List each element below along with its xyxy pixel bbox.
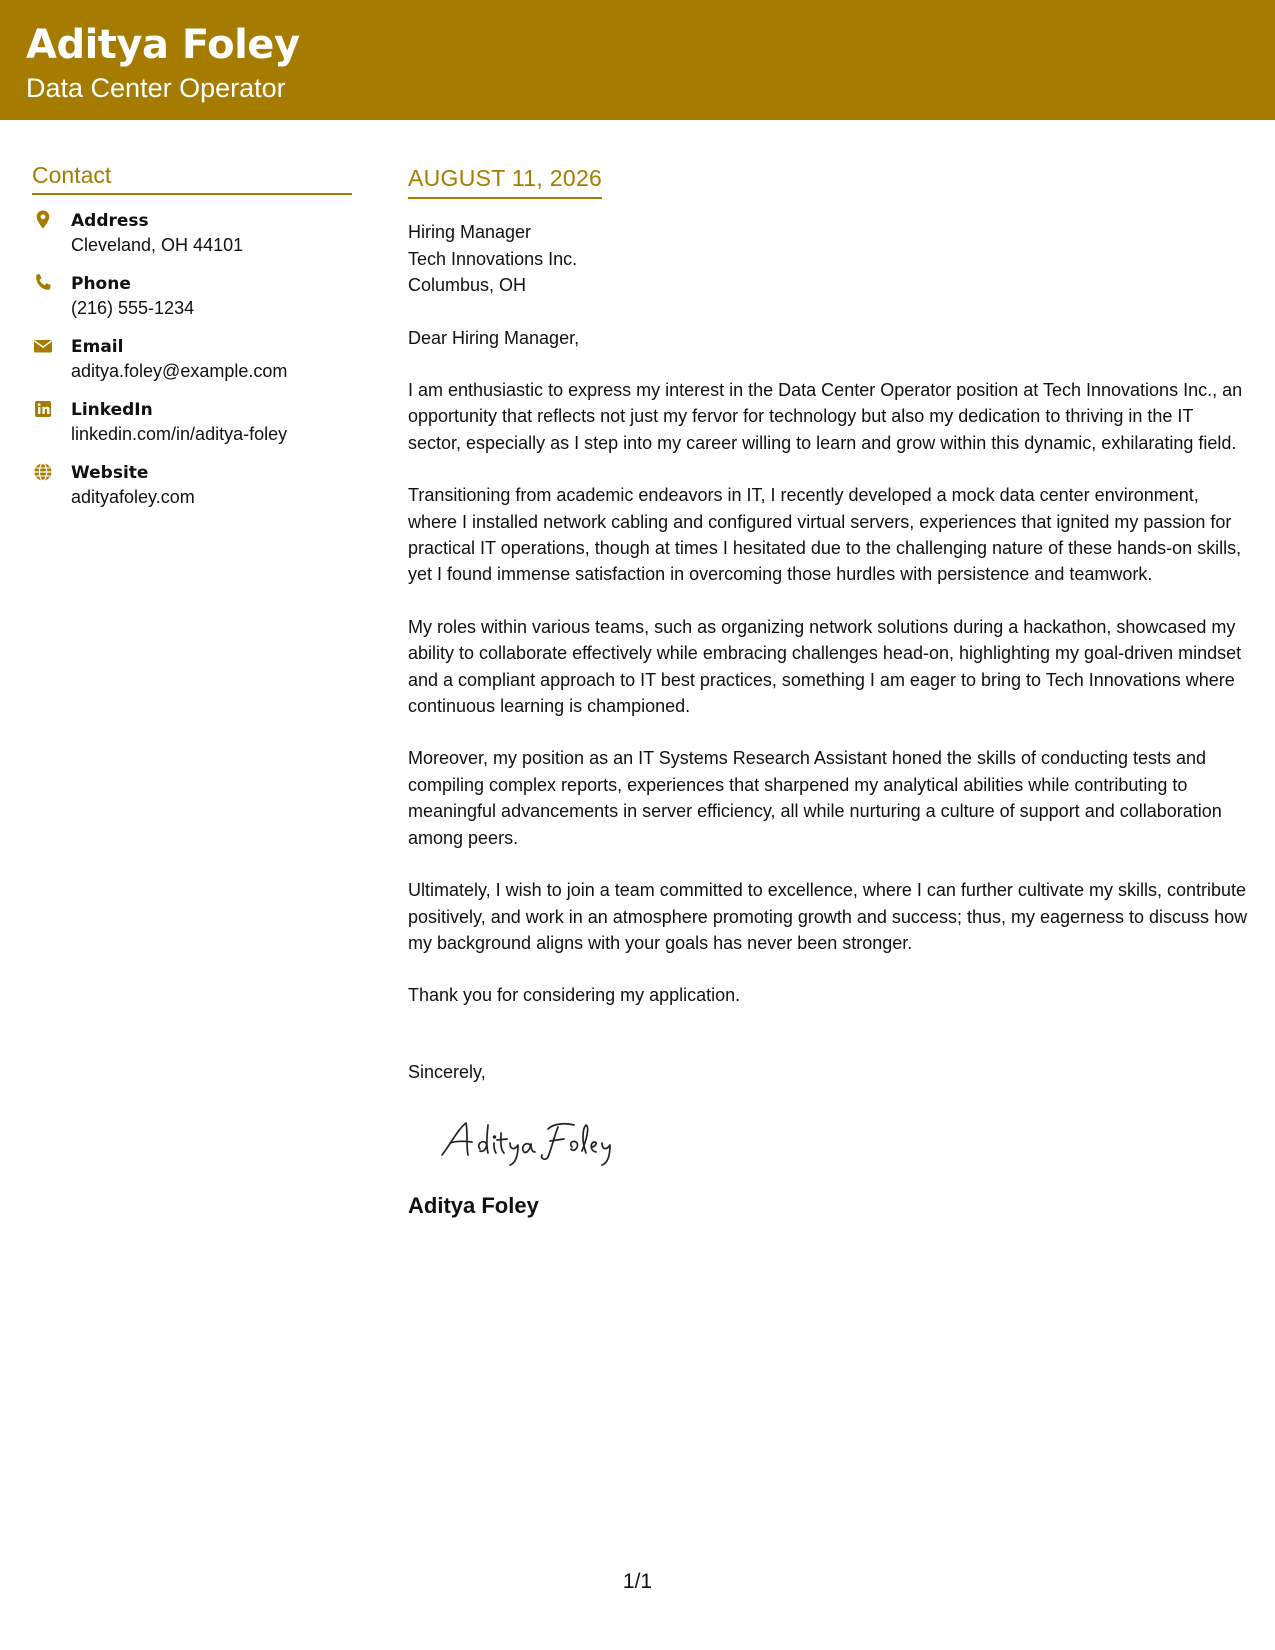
globe-icon [32,461,54,483]
contact-label: Address [71,211,149,231]
contact-value[interactable]: linkedin.com/in/aditya-foley [71,424,288,444]
body-paragraph: I am enthusiastic to express my interest in the Data Center Operator position at Tech Innovations Inc., an opportunity that reflects not just my fervor for technology but also my dedication to thriving in the IT sector, especially as I step into my career willing to learn and grow within this dynamic, exhilarating field. [408,380,1243,453]
page-number: 1/1 [622,1570,653,1593]
contact-list [32,209,352,524]
contact-sidebar [32,162,352,524]
contact-value[interactable]: adityafoley.com [71,487,195,507]
header-banner [0,0,1275,120]
contact-label: Website [71,463,149,483]
recipient-block [408,219,1248,299]
contact-item-phone [32,272,352,335]
recipient-line: Columbus, OH [408,275,527,295]
recipient-line: Hiring Manager [408,222,532,242]
envelope-icon [32,335,54,357]
salutation: Dear Hiring Manager, [408,327,580,348]
recipient-line: Tech Innovations Inc. [408,248,578,269]
map-pin-icon [32,209,54,231]
body-paragraph: Transitioning from academic endeavors in IT, I recently developed a mock data center environment, where I installed network cabling and configured virtual servers, experiences that ignited my passion for practical IT operations, though at times I hesitated due to the challenging nature of these hands-on skills, yet I found immense satisfaction in overcoming those hurdles with persistence and teamwork. [408,485,1242,585]
body-paragraph: Moreover, my position as an IT Systems Research Assistant honed the skills of conducting tests and compiling complex reports, experiences that sharpened my analytical abilities while contributing to meaningful advancements in server efficiency, all while nurturing a culture of support and collaboration among peers. [408,748,1222,848]
signer-name: Aditya Foley [408,1192,539,1218]
contact-item-email [32,335,352,398]
contact-item-address [32,209,352,272]
applicant-name: Aditya Foley [26,22,300,68]
contact-heading: Contact [32,162,352,195]
contact-value: (216) 555-1234 [71,298,195,318]
contact-item-website [32,461,352,524]
contact-label: Email [71,337,124,357]
contact-label: Phone [71,274,131,294]
letter-body [408,165,1248,1219]
body-paragraph: My roles within various teams, such as organizing network solutions during a hackathon, showcased my ability to collaborate effectively while embracing challenges head-on, highlighting my goal-driven mindset and a compliant approach to IT best practices, something I am eager to bring to Tech Innovations where continuous learning is championed. [408,616,1242,717]
linkedin-icon [32,398,54,420]
contact-label: LinkedIn [71,400,153,420]
phone-icon [32,272,54,294]
contact-value[interactable]: aditya.foley@example.com [71,361,288,381]
contact-item-linkedin [32,398,352,461]
body-paragraph: Thank you for considering my application. [408,985,741,1006]
body-paragraph: Ultimately, I wish to join a team committed to excellence, where I can further cultivate my skills, contribute positively, and work in an atmosphere promoting growth and success; thus, my eagerness to discuss how my background aligns with your goals has never been stronger. [408,880,1248,953]
letter-date: AUGUST 11, 2026 [408,165,602,199]
handwritten-signature [436,1115,1248,1167]
applicant-role: Data Center Operator [26,73,286,103]
contact-value: Cleveland, OH 44101 [71,235,244,255]
closing: Sincerely, [408,1061,486,1082]
